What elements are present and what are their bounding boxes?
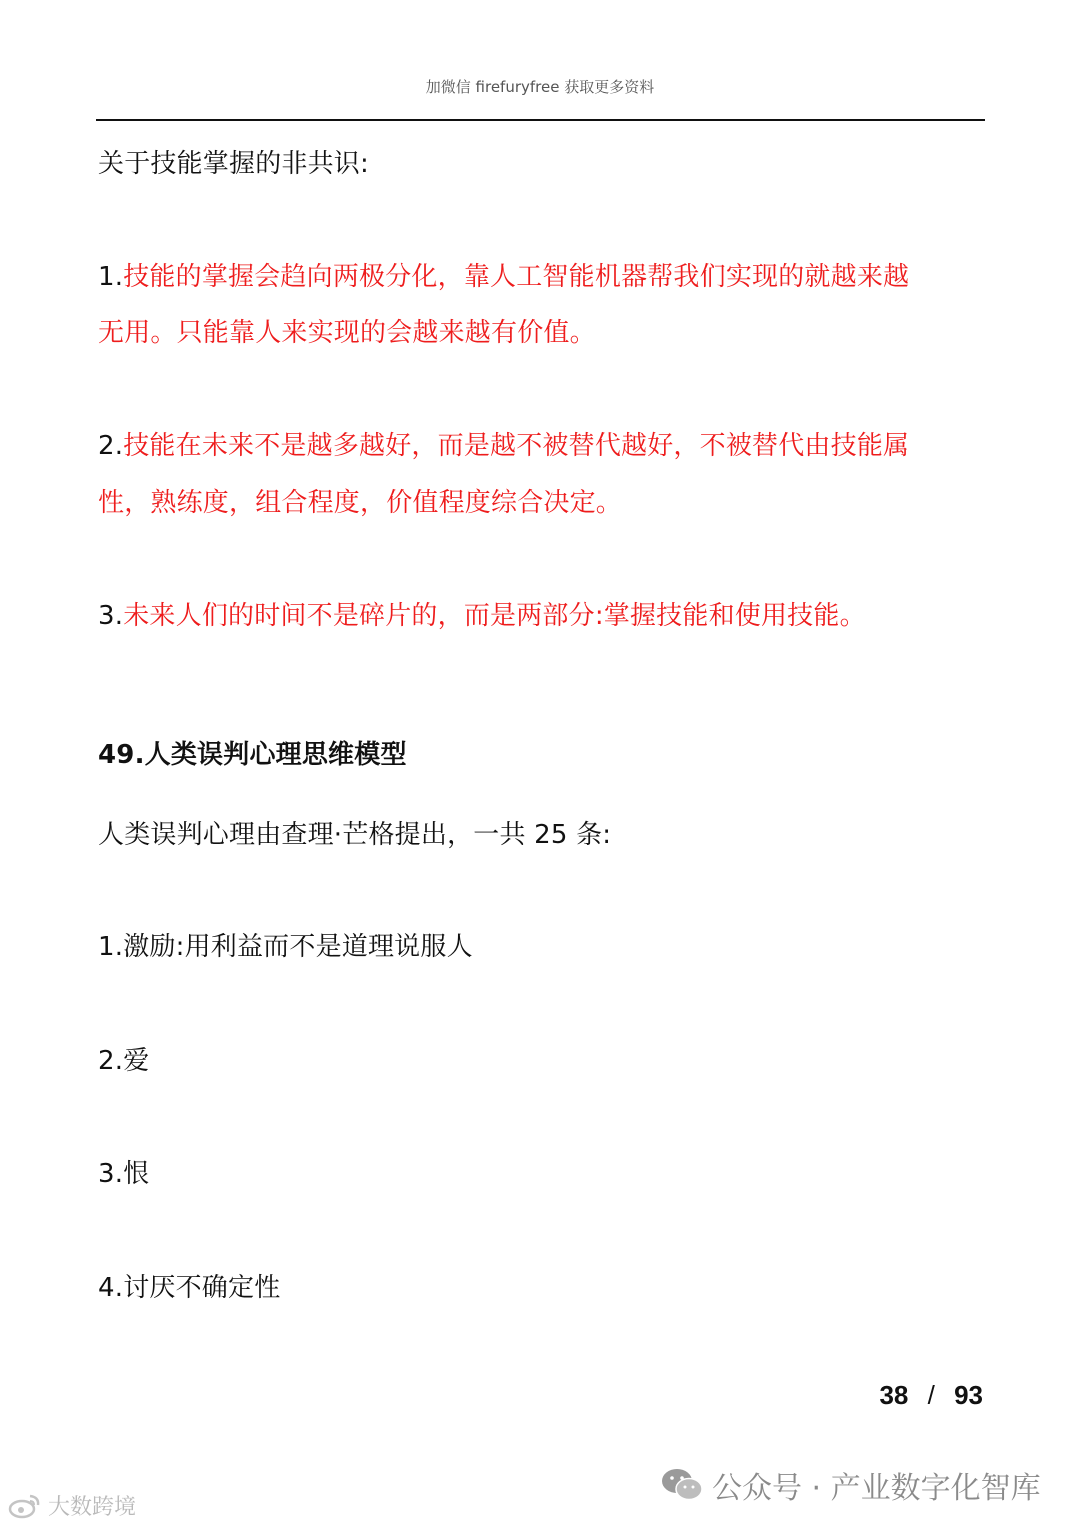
weibo-icon — [8, 1492, 42, 1520]
page-number — [879, 1380, 983, 1411]
point-2-line-2: 性，熟练度，组合程度，价值程度综合决定。 — [98, 488, 623, 518]
wechat-icon — [660, 1467, 704, 1503]
point-1-number: 1. — [98, 262, 124, 292]
section-heading: 49.人类误判心理思维模型 — [98, 740, 407, 770]
point-2-number: 2. — [98, 431, 124, 461]
point-3-number: 3. — [98, 601, 124, 631]
page-current: 38 — [879, 1380, 909, 1410]
point-2-line-1 — [98, 425, 909, 462]
wechat-watermark-text: 公众号 · 产业数字化智库 — [712, 1471, 1041, 1506]
intro-text: 关于技能掌握的非共识: — [98, 149, 369, 179]
point-1-line-2: 无用。只能靠人来实现的会越来越有价值。 — [98, 318, 596, 348]
weibo-watermark — [8, 1490, 136, 1521]
header-divider — [96, 119, 985, 121]
point-1-text: 技能的掌握会趋向两极分化，靠人工智能机器帮我们实现的就越来越 — [123, 262, 910, 292]
list-item: 1.激励:用利益而不是道理说服人 — [98, 932, 473, 962]
list-item: 3.恨 — [98, 1159, 150, 1189]
page-total: 93 — [954, 1380, 983, 1410]
page-separator: / — [927, 1380, 935, 1410]
weibo-watermark-text: 大数跨境 — [48, 1495, 137, 1520]
section-intro: 人类误判心理由查理·芒格提出，一共 25 条: — [98, 820, 612, 850]
list-item: 4.讨厌不确定性 — [98, 1273, 281, 1303]
wechat-watermark — [660, 1463, 1041, 1507]
header-text: 加微信 firefuryfree 获取更多资料 — [425, 78, 655, 96]
point-3-line-1 — [98, 595, 866, 632]
list-item: 2.爱 — [98, 1046, 150, 1076]
point-2-text: 技能在未来不是越多越好，而是越不被替代越好，不被替代由技能属 — [123, 431, 910, 461]
point-3-text: 未来人们的时间不是碎片的，而是两部分:掌握技能和使用技能。 — [123, 601, 866, 631]
point-1-line-1 — [98, 256, 909, 293]
